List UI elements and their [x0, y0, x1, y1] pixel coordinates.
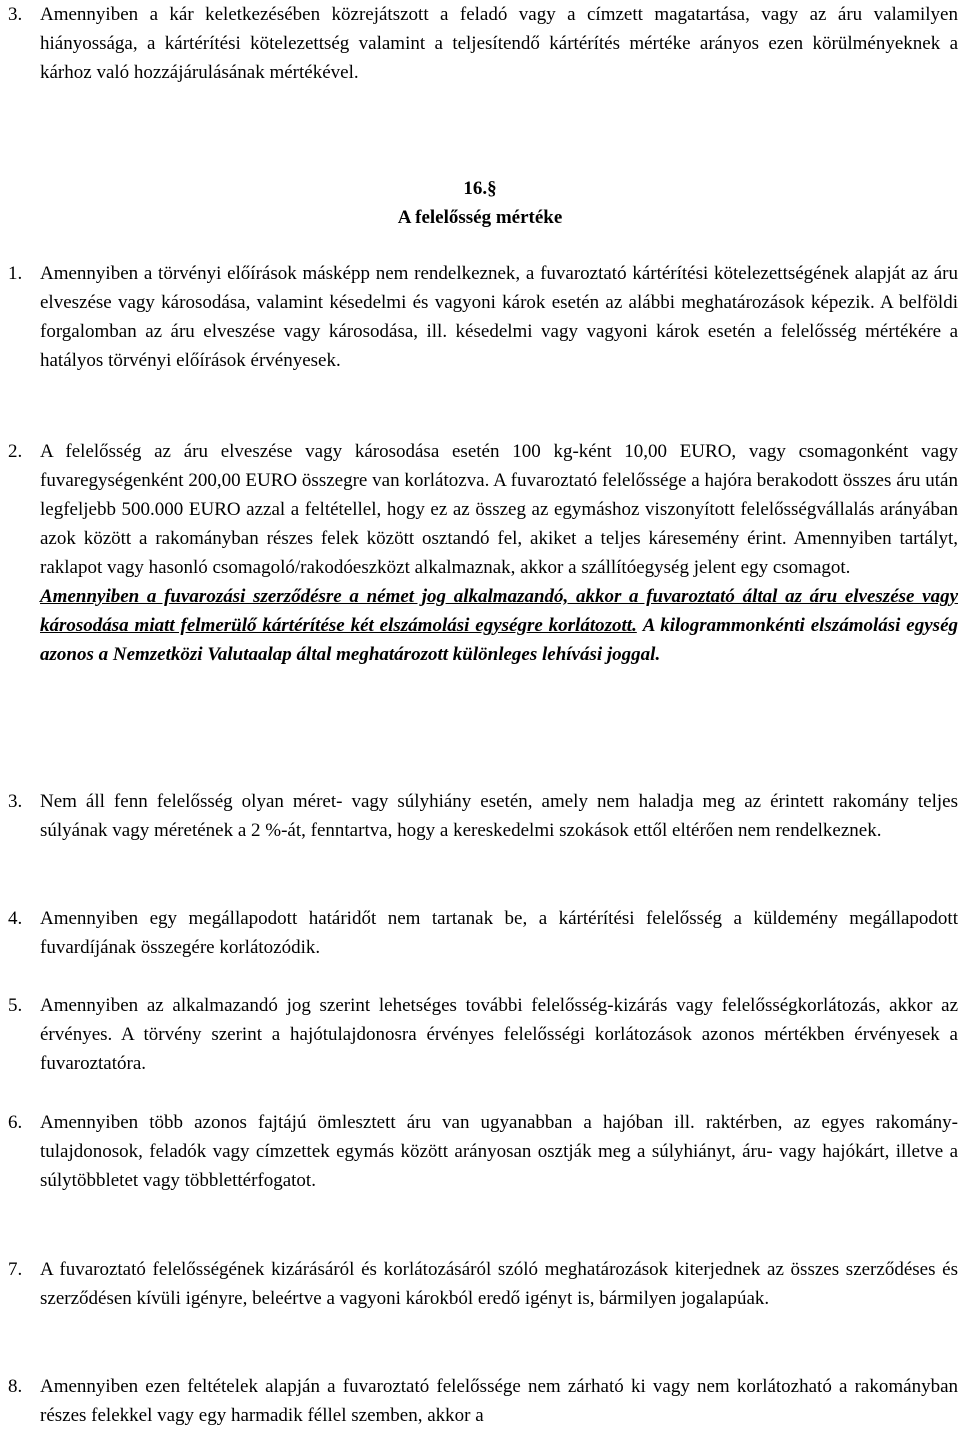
- paragraph-6: [8, 1108, 958, 1195]
- paragraph-number: 5.: [8, 995, 23, 1016]
- paragraph-number: 7.: [8, 1259, 23, 1280]
- paragraph-number: 8.: [8, 1376, 23, 1397]
- section-title: [0, 203, 960, 232]
- paragraph-text: Amennyiben a törvényi előírások másképp nem rendelkeznek, a fuvaroztató kártérítési kötelezettségének alapját az áru elveszése vagy károsodása, valamint késedelmi és vagyoni károk esetén az alábbi meghatározások képezik. A belföldi forgalomban az áru elveszése vagy károsodása, ill. késedelmi vagy vagyoni károk esetén a felelősség mértékére a hatályos törvényi előírások érvényesek.: [40, 263, 958, 371]
- paragraph-emphasis: [40, 582, 958, 669]
- paragraph-8: [8, 1372, 958, 1430]
- emphasis-plain: A kilogrammonkénti elszámolási egység azonos a Nemzetközi Valutaalap által meghatározott különleges lehívási joggal.: [40, 615, 958, 665]
- paragraph-5: [8, 991, 958, 1078]
- emphasis-underlined: Amennyiben a fuvarozási szerződésre a német jog alkalmazandó, akkor a fuvaroztató által az áru elveszése vagy károsodása miatt felmerülő kártérítése két elszámolási egységre korlátozott.: [40, 586, 958, 636]
- paragraph-number: 6.: [8, 1112, 23, 1133]
- paragraph-text: Amennyiben ezen feltételek alapján a fuvaroztató felelőssége nem zárható ki vagy nem korlátozható a rakományban részes felekkel vagy egy harmadik féllel szemben, akkor a: [40, 1376, 958, 1426]
- paragraph-text: A felelősség az áru elveszése vagy károsodása esetén 100 kg-ként 10,00 EURO, vagy csomagonként vagy fuvaregységenként 200,00 EURO összegre van korlátozva. A fuvaroztató felelőssége a hajóra berakodott összes áru után legfeljebb 500.000 EURO azzal a feltétellel, hogy ez az összeg az egymáshoz viszonyított felelősségvállalás arányában azok között a rakományban részes felek között osztandó fel, akiket a teljes káresemény érint. Amennyiben tartályt, raklapot vagy hasonló csomagoló/rakodóeszközt alkalmaznak, akkor a szállítóegység jelent egy csomagot.: [40, 441, 958, 578]
- paragraph-2: [8, 437, 958, 669]
- paragraph-3-top: [8, 0, 958, 87]
- paragraph-7: [8, 1255, 958, 1313]
- paragraph-number: 1.: [8, 263, 23, 284]
- paragraph-text: Amennyiben egy megállapodott határidőt nem tartanak be, a kártérítési felelősség a küldemény megállapodott fuvardíjának összegére korlátozódik.: [40, 908, 958, 958]
- section-number: [0, 174, 960, 203]
- section-number-text: 16.: [463, 178, 488, 199]
- paragraph-text: Amennyiben a kár keletkezésében közrejátszott a feladó vagy a címzett magatartása, vagy az áru valamilyen hiányossága, a kártérítési kötelezettség valamint a teljesítendő kártérítés mértéke arányos ezen körülményeknek a kárhoz való hozzájárulásának mértékével.: [40, 4, 958, 83]
- paragraph-text: Nem áll fenn felelősség olyan méret- vagy súlyhiány esetén, amely nem haladja meg az érintett rakomány teljes súlyának vagy méretének a 2 %-át, fenntartva, hogy a kereskedelmi szokások ettől eltérően nem rendelkeznek.: [40, 791, 958, 841]
- paragraph-text: Amennyiben több azonos fajtájú ömlesztett áru van ugyanabban a hajóban ill. raktérben, az egyes rakomány-tulajdonosok, feladók vagy címzettek egymás között arányosan osztják meg a súlyhiányt, áru- vagy hajókárt, illetve a súlytöbbletet vagy többlettérfogatot.: [40, 1112, 958, 1191]
- paragraph-number: 4.: [8, 908, 23, 929]
- paragraph-4: [8, 904, 958, 962]
- paragraph-text: A fuvaroztató felelősségének kizárásáról és korlátozásáról szóló meghatározások kiterjednek az összes szerződéses és szerződésen kívüli igényre, beleértve a vagyoni károkból eredő igényt is, bármilyen jogalapúak.: [40, 1259, 958, 1309]
- section-symbol: §: [487, 178, 497, 199]
- section-title-text: A felelősség mértéke: [397, 207, 563, 228]
- paragraph-text: Amennyiben az alkalmazandó jog szerint lehetséges további felelősség-kizárás vagy felelősségkorlátozás, akkor az érvényes. A törvény szerint a hajótulajdonosra érvényes felelősségi korlátozások azonos mértékben érvényesek a fuvaroztatóra.: [40, 995, 958, 1074]
- paragraph-number: 3.: [8, 791, 23, 812]
- paragraph-number: 2.: [8, 441, 23, 462]
- paragraph-number: 3.: [8, 4, 23, 25]
- paragraph-3: [8, 787, 958, 845]
- paragraph-1: [8, 259, 958, 375]
